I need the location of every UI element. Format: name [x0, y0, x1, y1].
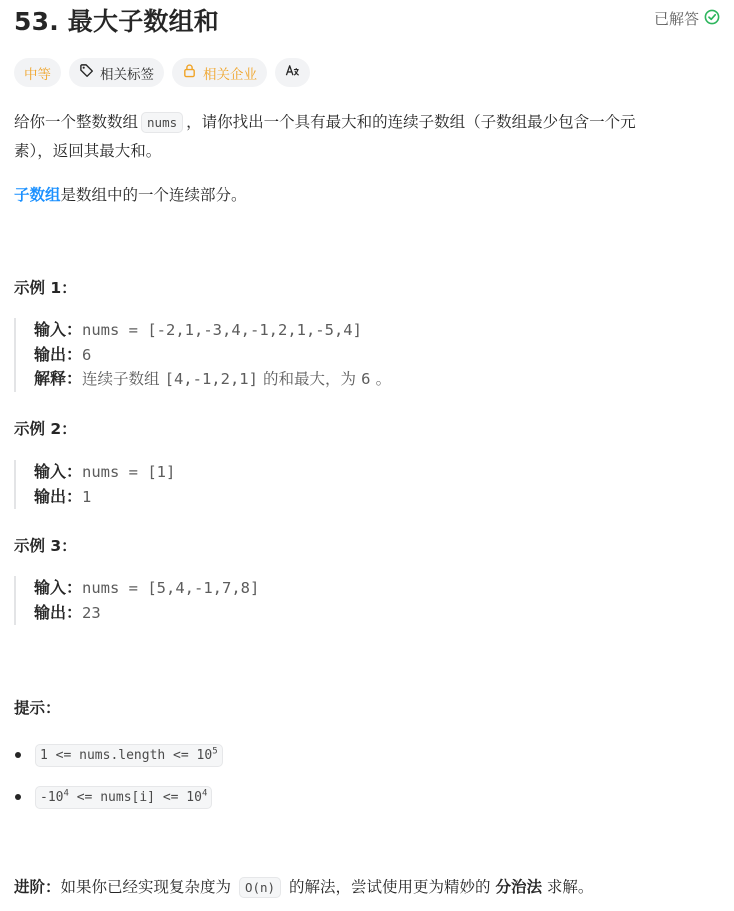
problem-header — [14, 0, 720, 40]
explain-text-2: 的和最大，为 — [263, 370, 357, 388]
example-3-block — [14, 576, 720, 625]
constraint-code: 1 <= nums.length <= $10^5$ — [35, 744, 223, 767]
code-nums: nums — [141, 112, 183, 133]
advance-text-2: 的解法，尝试使用更为精妙的 — [289, 878, 491, 896]
solved-label: 已解答 — [653, 10, 699, 28]
divide-conquer-text: 分治法 — [495, 878, 542, 896]
output-value: 1 — [82, 487, 92, 506]
related-companies-button[interactable] — [172, 58, 267, 87]
output-value: 23 — [82, 603, 101, 622]
hint-item — [14, 740, 223, 770]
subarray-link[interactable]: 子数组 — [14, 186, 61, 204]
input-value: nums = [1] — [82, 463, 176, 481]
bullet — [15, 794, 21, 800]
example-3-output — [34, 601, 720, 626]
explain-text-3: 。 — [375, 370, 392, 388]
explain-code-1: [4,-1,2,1] — [164, 370, 258, 388]
output-label: 输出： — [34, 602, 83, 622]
advance-label: 进阶： — [14, 878, 61, 896]
output-label: 输出： — [34, 344, 83, 364]
complexity-code: O(n) — [239, 877, 281, 898]
related-tags-label: 相关标签 — [100, 66, 154, 83]
tag-row — [14, 58, 310, 87]
related-companies-label: 相关企业 — [203, 66, 257, 83]
hints-list — [14, 740, 223, 824]
explain-label: 解释： — [34, 369, 83, 388]
hint-item — [14, 782, 223, 812]
description-text-3: 素），返回其最大和。 — [14, 142, 162, 160]
description-text-2: ，请你找出一个具有最大和的连续子数组（子数组最少包含一个元 — [186, 113, 636, 131]
input-label: 输入： — [34, 320, 83, 339]
tag-icon — [79, 63, 94, 82]
output-label: 输出： — [34, 486, 83, 506]
subarray-definition — [14, 182, 247, 208]
hints-title: 提示： — [14, 699, 61, 717]
difficulty-badge[interactable] — [14, 58, 61, 87]
problem-description — [14, 108, 720, 165]
related-tags-button[interactable] — [69, 58, 164, 87]
explain-text-1: 连续子数组 — [82, 370, 160, 388]
example-1-block — [14, 318, 720, 392]
example-3-input — [34, 576, 720, 601]
constraint-code: $-10^4$ <= nums[i] <= $10^4$ — [35, 786, 212, 809]
example-1-input — [34, 318, 720, 343]
check-circle-icon — [704, 9, 720, 29]
solved-status — [654, 8, 720, 29]
input-value: nums = [5,4,-1,7,8] — [82, 579, 260, 597]
example-3-title: 示例 3： — [14, 537, 77, 555]
subarray-definition-text: 是数组中的一个连续部分。 — [60, 186, 247, 204]
example-1-explanation — [34, 367, 720, 392]
description-text-1: 给你一个整数数组 — [14, 113, 139, 131]
problem-title: 53. 最大子数组和 — [14, 7, 219, 36]
example-1-output — [34, 343, 720, 368]
example-1-title: 示例 1： — [14, 279, 77, 297]
translate-button[interactable] — [275, 58, 310, 87]
example-2-input — [34, 460, 720, 485]
advance-text-3: 求解。 — [546, 878, 594, 896]
advance-text-1: 如果你已经实现复杂度为 — [60, 878, 232, 896]
difficulty-label: 中等 — [24, 66, 51, 83]
input-label: 输入： — [34, 578, 83, 597]
input-label: 输入： — [34, 462, 83, 481]
lock-icon — [182, 63, 197, 82]
example-2-title: 示例 2： — [14, 420, 77, 438]
bullet — [15, 752, 21, 758]
translate-icon — [285, 63, 300, 82]
input-value: nums = [-2,1,-3,4,-1,2,1,-5,4] — [82, 321, 362, 339]
example-2-output — [34, 485, 720, 510]
advance-note — [14, 873, 593, 902]
example-2-block — [14, 460, 720, 509]
explain-code-2: 6 — [361, 370, 371, 388]
output-value: 6 — [82, 345, 92, 364]
